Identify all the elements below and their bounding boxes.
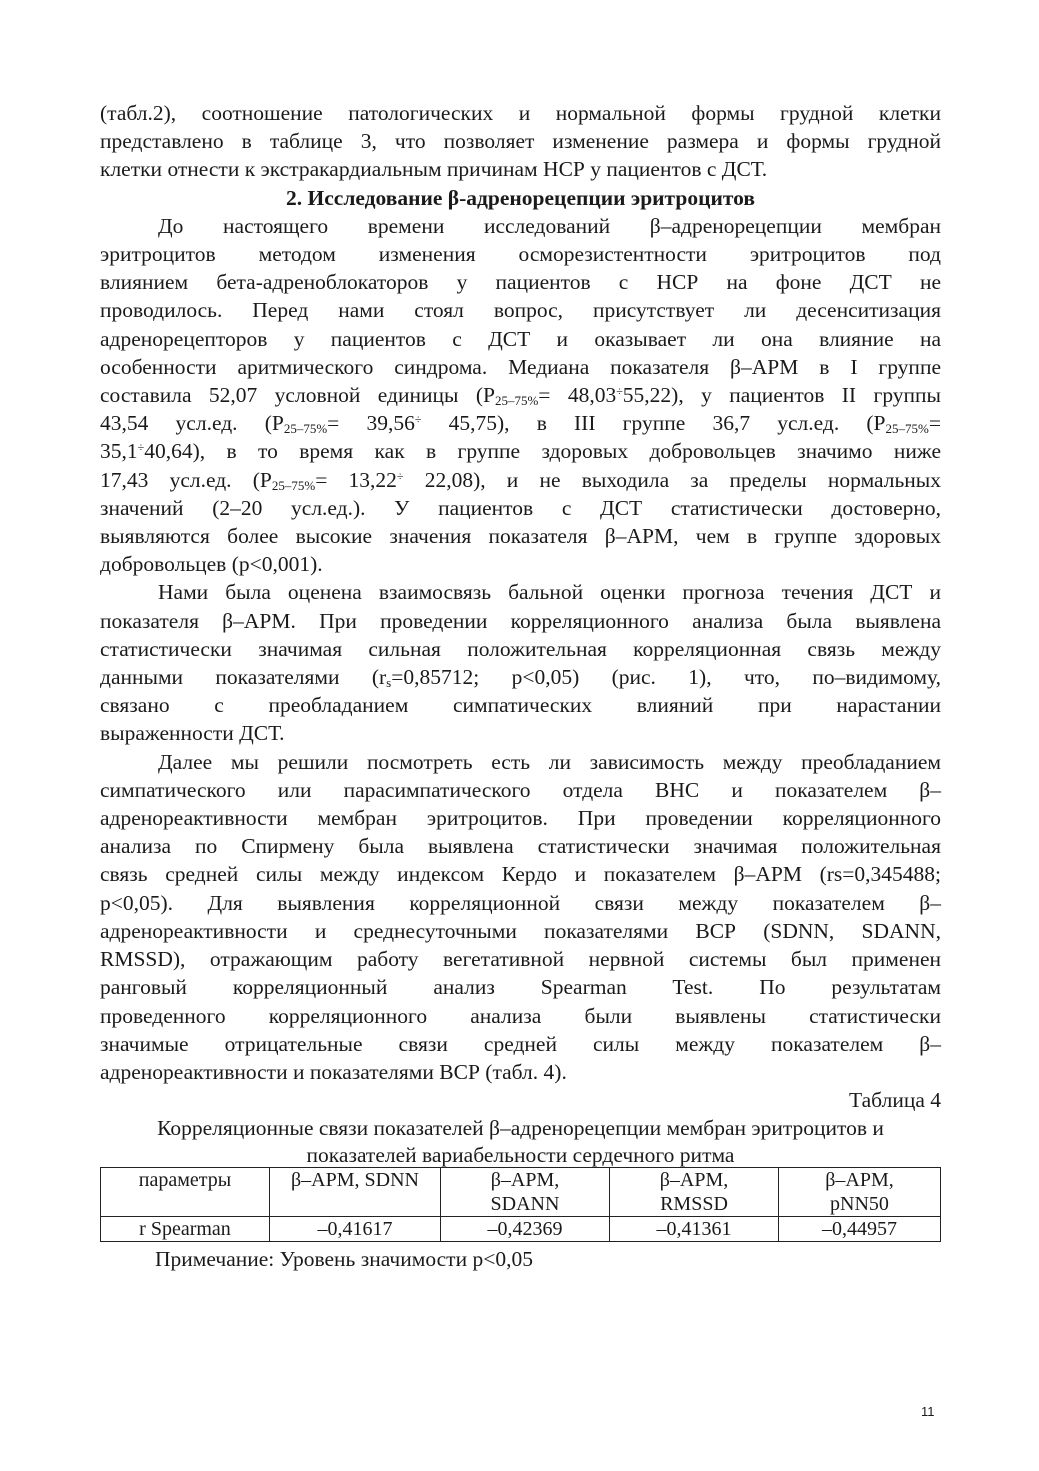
text-line: 17,43 усл.ед. ($Р_{25-75\%}= 13,22^\div$ 22,08), и не выходила за пределы нормальных xyxy=(100,467,941,493)
table-cell: –0,41361 xyxy=(610,1216,779,1241)
text-line: проведенного корреляционного анализа были выявлены статистически xyxy=(100,1003,941,1028)
text-line: особенности аритмического синдрома. Медиана показателя β–АРМ в I группе xyxy=(100,354,941,379)
page-body xyxy=(100,99,941,1273)
text-line: 35,1÷40,64), в то время как в группе здоровых добровольцев значимо ниже xyxy=(100,439,941,464)
text-line: RMSSD), отражающим работу вегетативной нервной системы был применен xyxy=(100,947,941,972)
text-line: анализа по Спирмену была выявлена статистически значимая положительная xyxy=(100,834,941,859)
text-line: адренорецепторов у пациентов с ДСТ и оказывает ли она влияние на xyxy=(100,326,941,351)
text-line: клетки отнести к экстракардиальным причинам НСР у пациентов с ДСТ. xyxy=(100,157,768,182)
text-line: выраженности ДСТ. xyxy=(100,721,285,746)
table-caption: Корреляционные связи показателей β–адренорецепции мембран эритроцитов и xyxy=(157,1116,884,1141)
text-line: p<0,05). Для выявления корреляционной связи между показателем β– xyxy=(100,890,941,915)
text-line: статистически значимая сильная положительная корреляционная связь между xyxy=(100,636,941,661)
table-header-row xyxy=(101,1167,941,1216)
text-line: значений (2–20 усл.ед.). У пациентов с ДСТ статистически достоверно, xyxy=(100,495,941,520)
table-cell: r Spearman xyxy=(101,1216,270,1241)
text-line: эритроцитов методом изменения осморезистентности эритроцитов под xyxy=(100,242,941,267)
header-cell: β–АРМ, RMSSD xyxy=(610,1167,779,1216)
header-cell: β–АРМ, pNN50 xyxy=(779,1167,941,1216)
table-cell: –0,42369 xyxy=(441,1216,610,1241)
header-cell: β–АРМ, SDANN xyxy=(441,1167,610,1216)
text-line: влиянием бета-адреноблокаторов у пациентов с НСР на фоне ДСТ не xyxy=(100,270,941,295)
table-cell: –0,41617 xyxy=(270,1216,441,1241)
table-note: Примечание: Уровень значимости p<0,05 xyxy=(155,1246,533,1271)
text-line: симпатического или парасимпатического отдела ВНС и показателем β– xyxy=(100,777,941,802)
text-line: проводилось. Перед нами стоял вопрос, присутствует ли десенситизация xyxy=(100,298,941,323)
text-line: показателя β–АРМ. При проведении корреляционного анализа была выявлена xyxy=(100,608,941,633)
header-cell: параметры xyxy=(101,1167,270,1216)
text-line: (табл.2), соотношение патологических и нормальной формы грудной клетки xyxy=(100,101,941,125)
text-line: представлено в таблице 3, что позволяет изменение размера и формы грудной xyxy=(100,129,941,154)
table-row xyxy=(101,1216,941,1241)
text-line: добровольцев (p<0,001). xyxy=(100,552,323,577)
text-line: До настоящего времени исследований β–адренорецепции мембран xyxy=(158,213,941,238)
table-cell: –0,44957 xyxy=(779,1216,941,1241)
text-line: 43,54 усл.ед. ($Р_{25-75\%}= 39,56^\div$ 45,75), в III группе 36,7 усл.ед. ($Р_{25-75\%}=$ xyxy=(100,411,941,437)
text-line: составила 52,07 условной единицы $(Р_{25-75\%}= 48,03^\div 55,22)$, у пациентов II группы xyxy=(100,383,941,409)
table-label: Таблица 4 xyxy=(849,1088,941,1113)
table-caption: показателей вариабельности сердечного ритма xyxy=(306,1142,735,1167)
text-line: Нами была оценена взаимосвязь бальной оценки прогноза течения ДСТ и xyxy=(158,580,941,605)
page-number: 11 xyxy=(921,1404,935,1419)
header-cell: β–АРМ, SDNN xyxy=(270,1167,441,1216)
correlation-table xyxy=(100,1167,941,1242)
text-line: связь средней силы между индексом Кердо и показателем β–АРМ (rs=0,345488; xyxy=(100,862,941,887)
text-line: Далее мы решили посмотреть есть ли зависимость между преобладанием xyxy=(158,749,941,774)
text-line: данными показателями ($r_s=0,85712$; p<0,05) (рис. 1), что, по–видимому, xyxy=(100,665,941,691)
text-line: адренореактивности мембран эритроцитов. При проведении корреляционного xyxy=(100,806,941,831)
text-line: адренореактивности и показателями ВСР (табл. 4). xyxy=(100,1059,567,1084)
text-line: ранговый корреляционный анализ Spearman Test. По результатам xyxy=(100,975,941,1000)
text-line: адренореактивности и среднесуточными показателями ВСР (SDNN, SDANN, xyxy=(100,918,941,943)
text-line: связано с преобладанием симпатических влияний при нарастании xyxy=(100,693,941,718)
text-line: выявляются более высокие значения показателя β–АРМ, чем в группе здоровых xyxy=(100,524,941,549)
text-line: значимые отрицательные связи средней силы между показателем β– xyxy=(100,1031,941,1056)
section-heading: 2. Исследование β-адренорецепции эритроцитов xyxy=(286,185,755,210)
